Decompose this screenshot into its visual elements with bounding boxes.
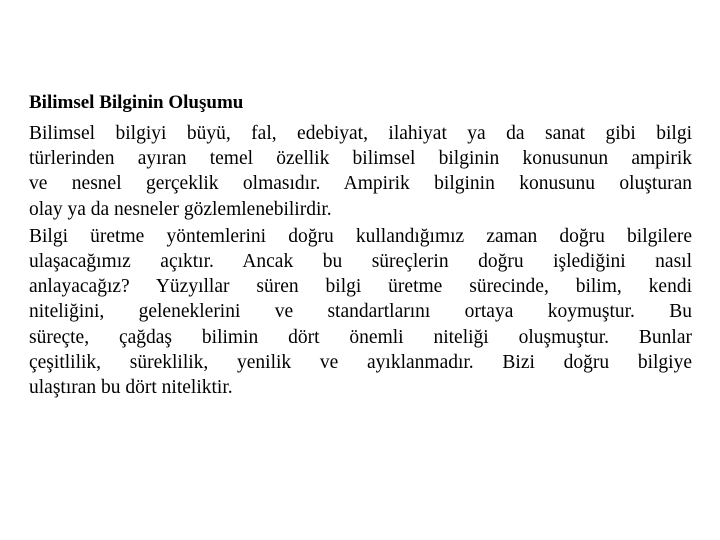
paragraph-2-line: anlayacağız? Yüzyıllar süren bilgi üretme sürecinde, bilim, kendi: [29, 276, 692, 298]
paragraph-2-line: ulaştıran bu dört niteliktir.: [29, 376, 233, 398]
paragraph-1-line: türlerinden ayıran temel özellik bilimsel bilginin konusunun ampirik: [29, 148, 692, 170]
slide-heading: Bilimsel Bilginin Oluşumu: [29, 92, 244, 113]
text-content: [29, 91, 692, 402]
paragraph-2-line: niteliğini, geleneklerini ve standartlarını ortaya koymuştur. Bu: [29, 301, 692, 323]
paragraph-2-line: Bilgi üretme yöntemlerini doğru kullandığımız zaman doğru bilgilere: [29, 225, 692, 247]
paragraph-1-line: Bilimsel bilgiyi büyü, fal, edebiyat, ilahiyat ya da sanat gibi bilgi: [29, 123, 692, 144]
paragraph-2-line: ulaşacağımız açıktır. Ancak bu süreçlerin doğru işlediğini nasıl: [29, 250, 692, 272]
paragraph-2: [29, 224, 692, 400]
paragraph-2-line: süreçte, çağdaş bilimin dört önemli niteliği oluşmuştur. Bunlar: [29, 326, 692, 348]
paragraph-1: [29, 121, 692, 222]
paragraph-1-line: olay ya da nesneler gözlemlenebilirdir.: [29, 198, 332, 220]
paragraph-2-line: çeşitlilik, süreklilik, yenilik ve ayıklanmadır. Bizi doğru bilgiye: [29, 351, 692, 373]
paragraph-1-line: ve nesnel gerçeklik olmasıdır. Ampirik bilginin konusunu oluşturan: [29, 173, 692, 195]
